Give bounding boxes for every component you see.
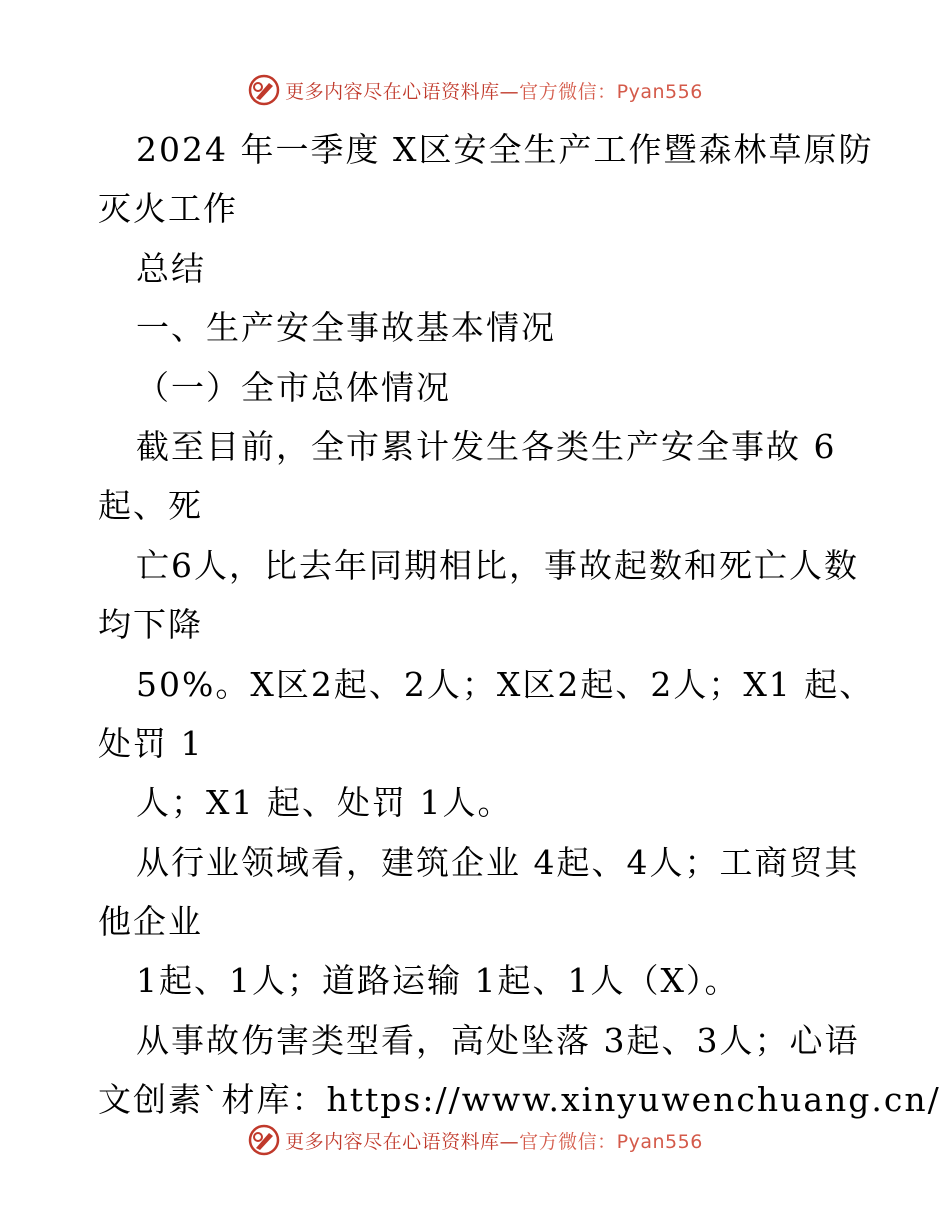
banner-wechat: 官方微信：Pyan556 [519, 80, 703, 103]
text-line: 2024 年一季度 X区安全生产工作暨森林草原防 [136, 130, 874, 169]
text-line: 起、死 [98, 486, 203, 526]
text-line: 从行业领域看，建筑企业 4起、4人；工商贸其 [136, 842, 860, 882]
header-watermark-banner [0, 70, 950, 110]
text-line: 他企业 [98, 902, 203, 942]
section-heading: 一、生产安全事故基本情况 [136, 308, 556, 348]
pen-logo-icon [247, 1123, 281, 1157]
text-line: 人；X1 起、处罚 1人。 [136, 783, 513, 823]
text-line: 文创素`材库：https://www.xinyuwenchuang.cn/ [98, 1080, 941, 1120]
text-line: 总结 [136, 248, 206, 288]
document-body [98, 120, 941, 1130]
banner-wechat: 官方微信：Pyan556 [519, 1130, 703, 1153]
text-line: 均下降 [98, 605, 203, 645]
banner-main: 更多内容尽在心语资料库 [285, 1130, 500, 1153]
banner-dash: — [499, 1130, 520, 1153]
pen-logo-icon [247, 73, 281, 107]
text-line: 1起、1人；道路运输 1起、1人（X）。 [136, 961, 740, 1001]
subsection-heading: （一）全市总体情况 [136, 367, 451, 407]
text-line: 截至目前，全市累计发生各类生产安全事故 6 [136, 426, 837, 466]
text-line: 处罚 1 [98, 723, 204, 763]
text-line: 从事故伤害类型看，高处坠落 3起、3人；心语 [136, 1020, 860, 1060]
text-line: 灭火工作 [98, 189, 238, 229]
banner-text [285, 77, 703, 104]
banner-dash: — [499, 80, 520, 103]
footer-watermark-banner [0, 1120, 950, 1160]
text-line: 50%。X区2起、2人；X区2起、2人；X1 起、 [136, 664, 875, 704]
banner-text [285, 1127, 703, 1154]
text-line: 亡6人，比去年同期相比，事故起数和死亡人数 [136, 545, 859, 585]
banner-main: 更多内容尽在心语资料库 [285, 80, 500, 103]
